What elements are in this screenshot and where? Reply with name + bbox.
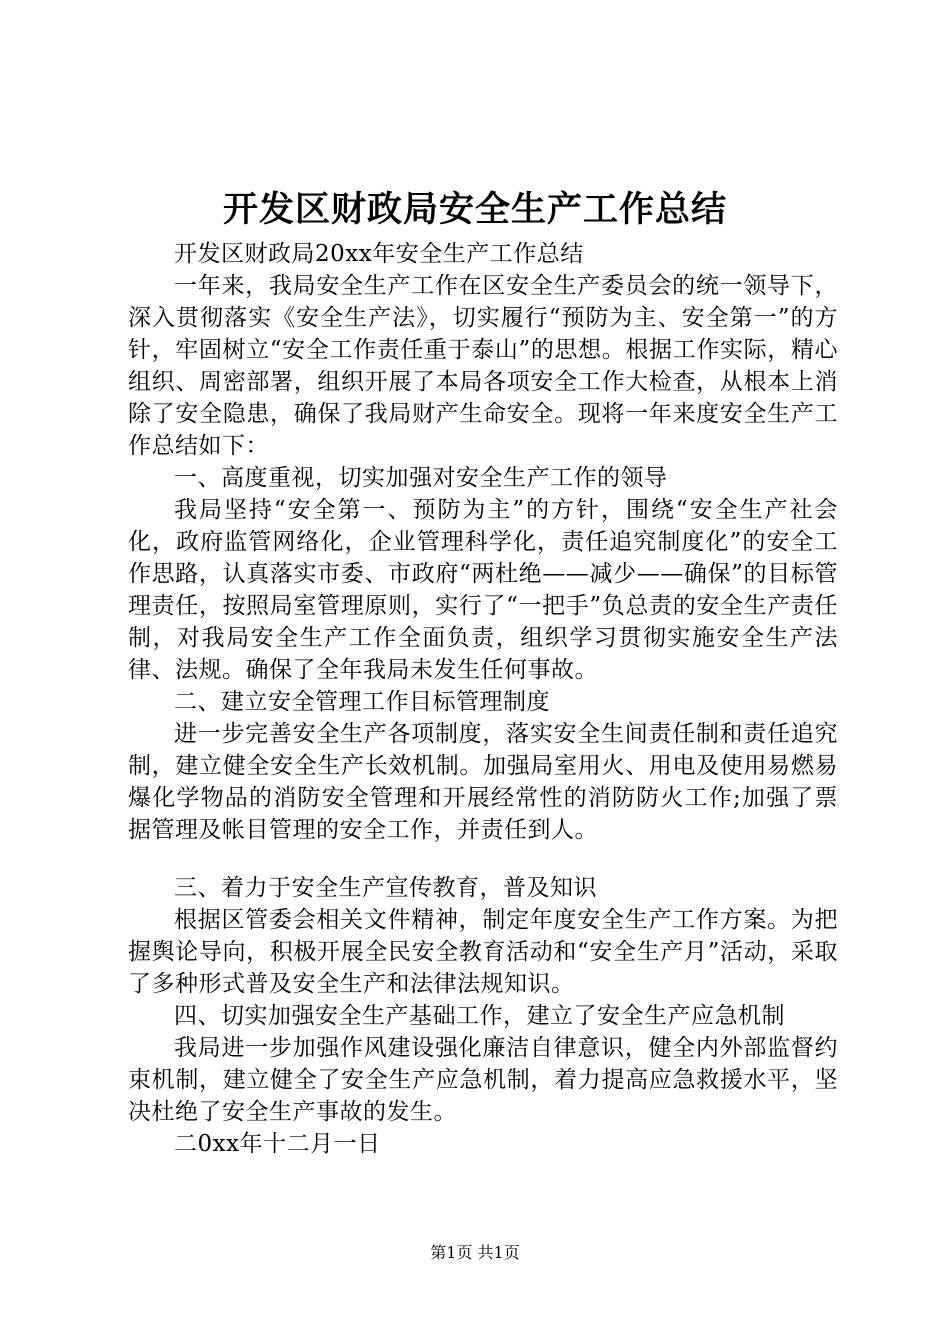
section-heading-4: 四、切实加强安全生产基础工作，建立了安全生产应急机制 [174, 1003, 785, 1029]
page-footer: 第1页 共1页 [430, 1243, 520, 1262]
paragraph-intro: 一年来，我局安全生产工作在区安全生产委员会的统一领导下，深入贯彻落实《安全生产法》，切实履行“预防为主、安全第一”的方针，牢固树立“安全工作责任重于泰山”的思想。根据工作实际，精心组织、周密部署，组织开展了本局各项安全工作大检查，从根本上消除了安全隐患，确保了我局财产生命安全。现将一年来度安全生产工作总结如下： [128, 273, 838, 459]
paragraph-section-4: 我局进一步加强作风建设强化廉洁自律意识，健全内外部监督约束机制，建立健全了安全生产应急机制，着力提高应急救援水平，坚决杜绝了安全生产事故的发生。 [128, 1035, 838, 1125]
section-heading-1: 一、高度重视，切实加强对安全生产工作的领导 [174, 465, 668, 491]
document-date: 二0xx年十二月一日 [174, 1131, 381, 1157]
blank-line [128, 846, 838, 872]
document-body [128, 238, 838, 1160]
paragraph-section-2: 进一步完善安全生产各项制度，落实安全生间责任制和责任追究制，建立健全安全生产长效机制。加强局室用火、用电及使用易燃易爆化学物品的消防安全管理和开展经常性的消防防火工作;加强了票据管理及帐目管理的安全工作，并责任到人。 [128, 721, 838, 843]
document-title: 开发区财政局安全生产工作总结 [222, 189, 727, 230]
paragraph-section-3: 根据区管委会相关文件精神，制定年度安全生产工作方案。为把握舆论导向，积极开展全民安全教育活动和“安全生产月”活动，采取了多种形式普及安全生产和法律法规知识。 [128, 907, 838, 997]
paragraph-section-1: 我局坚持“安全第一、预防为主”的方针，围绕“安全生产社会化，政府监管网络化，企业管理科学化，责任追究制度化”的安全工作思路，认真落实市委、市政府“两杜绝——减少——确保”的目标管理责任，按照局室管理原则，实行了“一把手”负总责的安全生产责任制，对我局安全生产工作全面负责，组织学习贯彻实施安全生产法律、法规。确保了全年我局未发生任何事故。 [128, 497, 838, 683]
section-heading-2: 二、建立安全管理工作目标管理制度 [174, 689, 550, 715]
section-heading-3: 三、着力于安全生产宣传教育，普及知识 [174, 875, 597, 901]
paragraph-subtitle: 开发区财政局20xx年安全生产工作总结 [174, 241, 584, 267]
